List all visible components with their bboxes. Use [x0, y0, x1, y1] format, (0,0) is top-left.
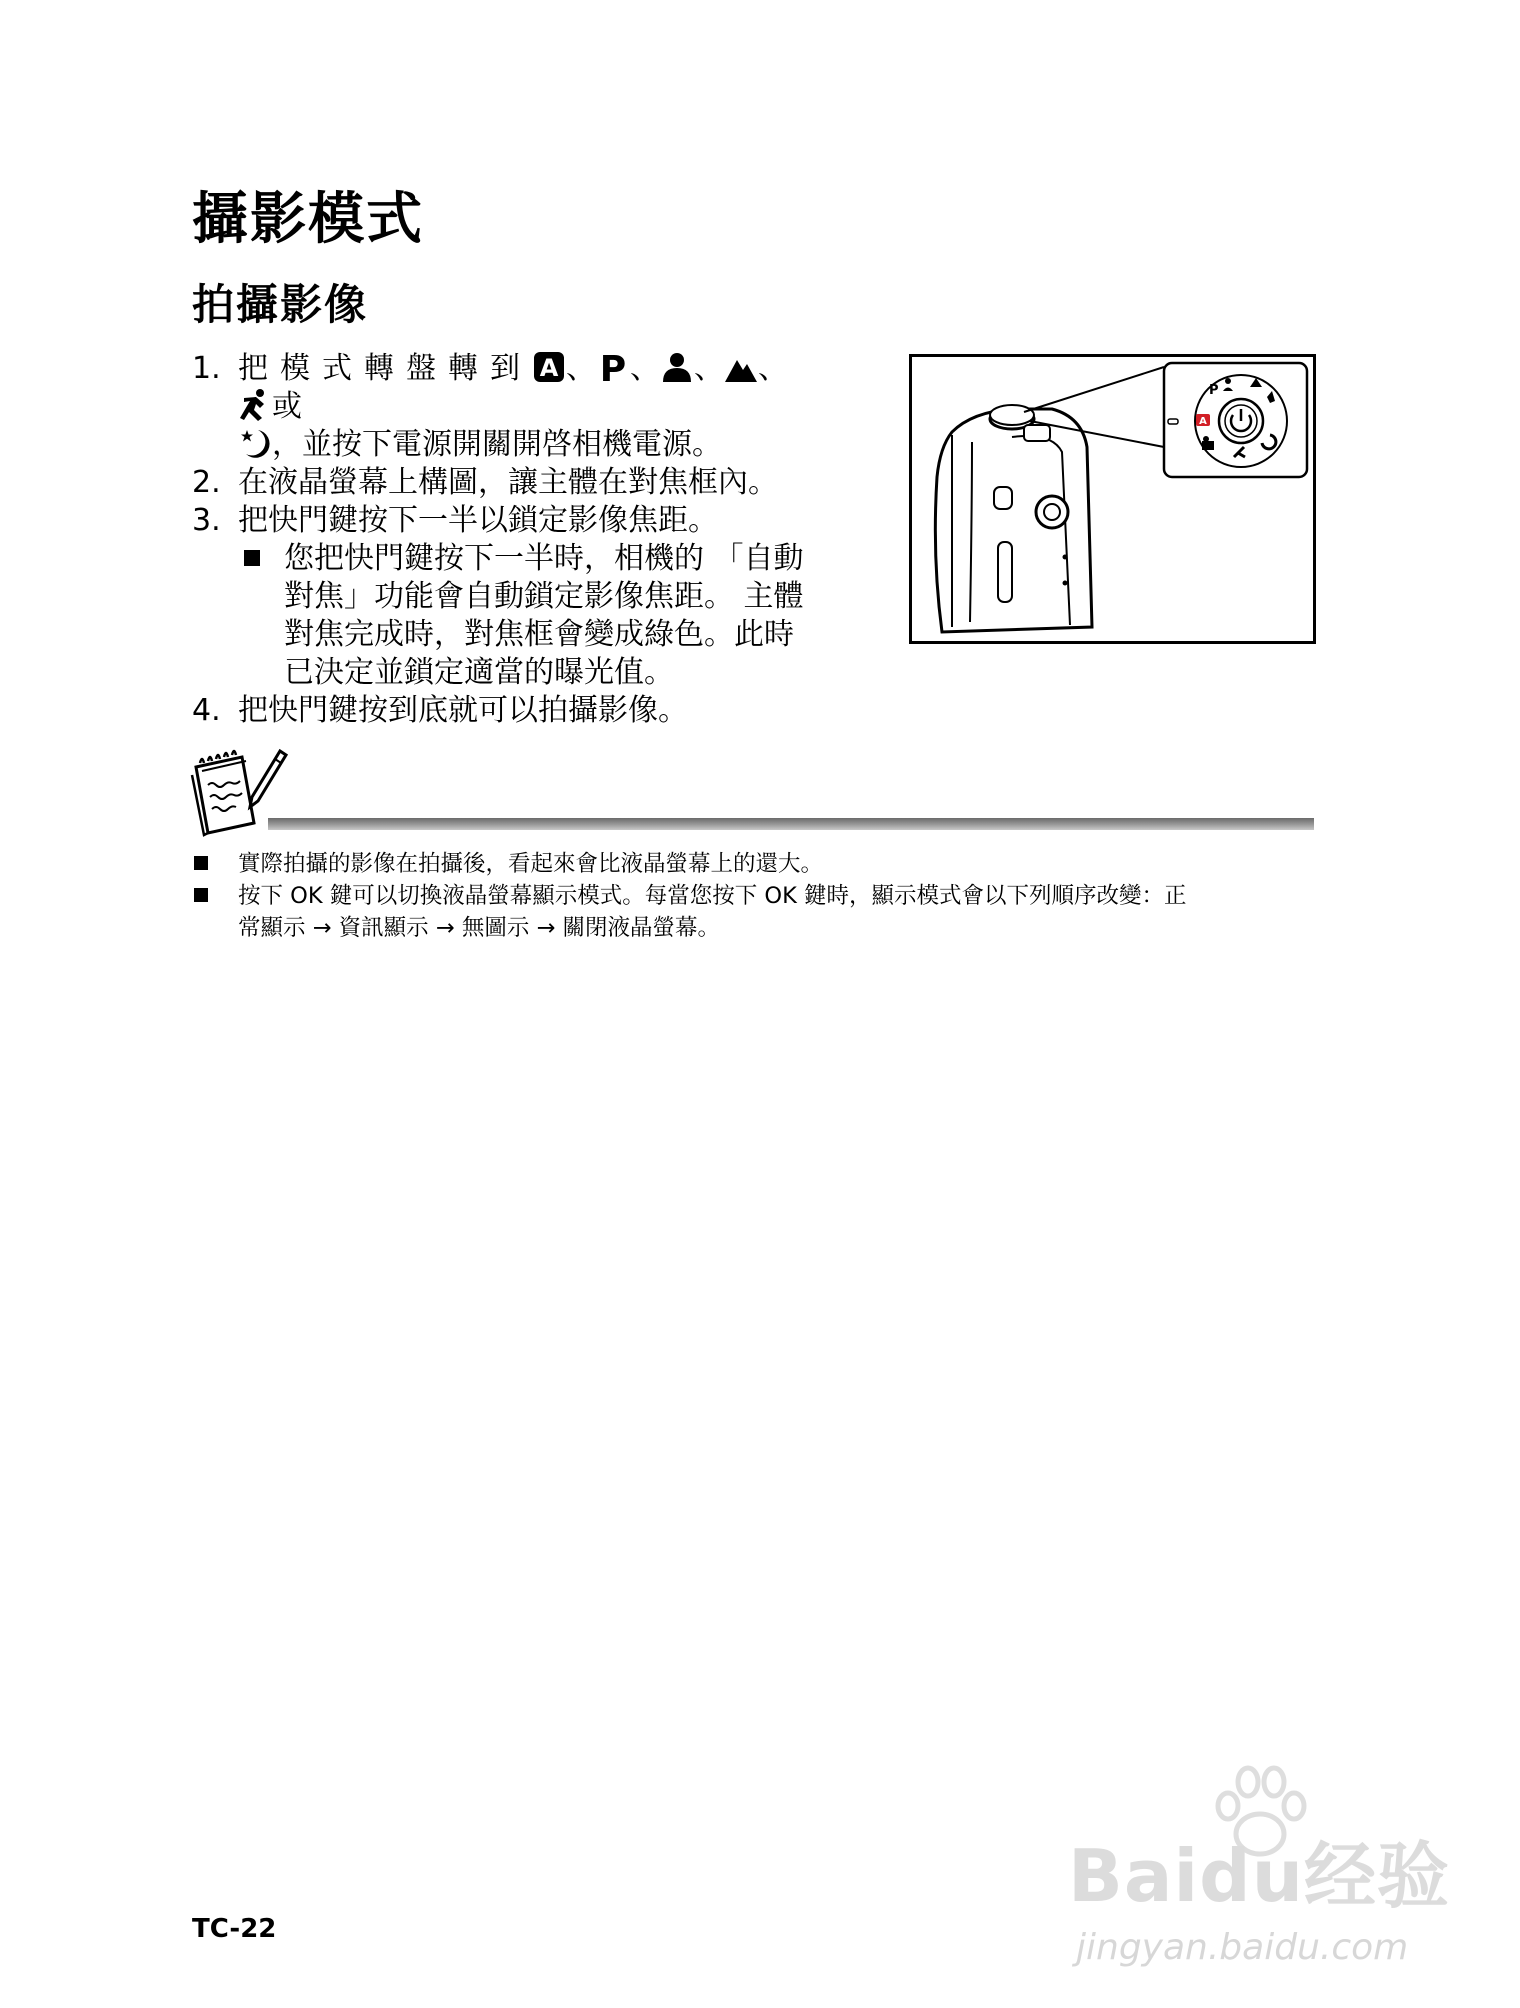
step-1-text-a: 把模式轉盤轉到	[238, 351, 532, 386]
dial-p-label: P	[1209, 383, 1219, 398]
dial-auto-label: A	[1199, 416, 1207, 427]
baidu-watermark-logo	[1068, 1834, 1450, 1918]
bullet-line: 對焦」功能會自動鎖定影像焦距。 主體	[284, 579, 804, 614]
step-2-text: 在液晶螢幕上構圖，讓主體在對焦框內。	[238, 465, 778, 500]
watermark-logo-b: du	[1199, 1834, 1304, 1918]
page-number: TC-22	[192, 1914, 277, 1944]
camera-figure	[909, 354, 1316, 644]
step-3-bullet	[238, 540, 817, 692]
steps-list	[192, 350, 817, 730]
step-1-text-b: ，並按下電源開關開啓相機電源。	[272, 427, 722, 462]
page-title: 攝影模式	[192, 187, 424, 252]
camera-illustration	[912, 357, 1313, 641]
step-1-or: 或	[272, 389, 302, 424]
separator: 、	[694, 351, 724, 386]
bullet-square-icon	[194, 888, 208, 902]
note-item	[192, 848, 1317, 880]
bullet-line: 對焦完成時，對焦框會變成綠色。此時	[284, 617, 794, 652]
landscape-mode-icon	[724, 350, 758, 384]
bullet-line: 您把快門鍵按下一半時，相機的 「自動	[284, 541, 804, 576]
watermark-logo-c: 经验	[1303, 1834, 1450, 1918]
portrait-mode-icon	[660, 350, 694, 384]
notes-list	[192, 848, 1317, 944]
step-1	[192, 350, 817, 464]
separator: 、	[630, 351, 660, 386]
separator: 、	[758, 351, 788, 386]
note-line: 實際拍攝的影像在拍攝後，看起來會比液晶螢幕上的還大。	[238, 851, 824, 877]
separator: 、	[566, 351, 596, 386]
sports-mode-icon	[238, 388, 272, 422]
note-line: 常顯示 → 資訊顯示 → 無圖示 → 關閉液晶螢幕。	[238, 915, 720, 941]
watermark-url: jingyan.baidu.com	[1076, 1927, 1409, 1968]
note-line: 按下 OK 鍵可以切換液晶螢幕顯示模式。每當您按下 OK 鍵時，顯示模式會以下列順序改變：正	[238, 883, 1187, 909]
step-2	[192, 464, 817, 502]
step-number: 2.	[192, 465, 221, 500]
night-scene-mode-icon	[238, 426, 272, 460]
section-title: 拍攝影像	[192, 280, 369, 329]
step-number: 4.	[192, 693, 221, 728]
step-number: 3.	[192, 503, 221, 538]
note-item	[192, 880, 1317, 944]
watermark-logo-a: Bai	[1068, 1834, 1200, 1918]
step-4-text: 把快門鍵按到底就可以拍攝影像。	[238, 693, 688, 728]
step-4	[192, 692, 817, 730]
auto-mode-icon	[532, 350, 566, 384]
step-3	[192, 502, 817, 692]
svg-text:A: A	[539, 354, 559, 382]
bullet-square-icon	[244, 550, 260, 566]
bullet-square-icon	[194, 856, 208, 870]
bullet-line: 已決定並鎖定適當的曝光值。	[284, 655, 674, 690]
program-mode-icon	[596, 350, 630, 384]
step-number: 1.	[192, 351, 221, 386]
notes-divider	[268, 818, 1314, 830]
step-3-text: 把快門鍵按下一半以鎖定影像焦距。	[238, 503, 718, 538]
svg-text:P: P	[599, 350, 627, 384]
